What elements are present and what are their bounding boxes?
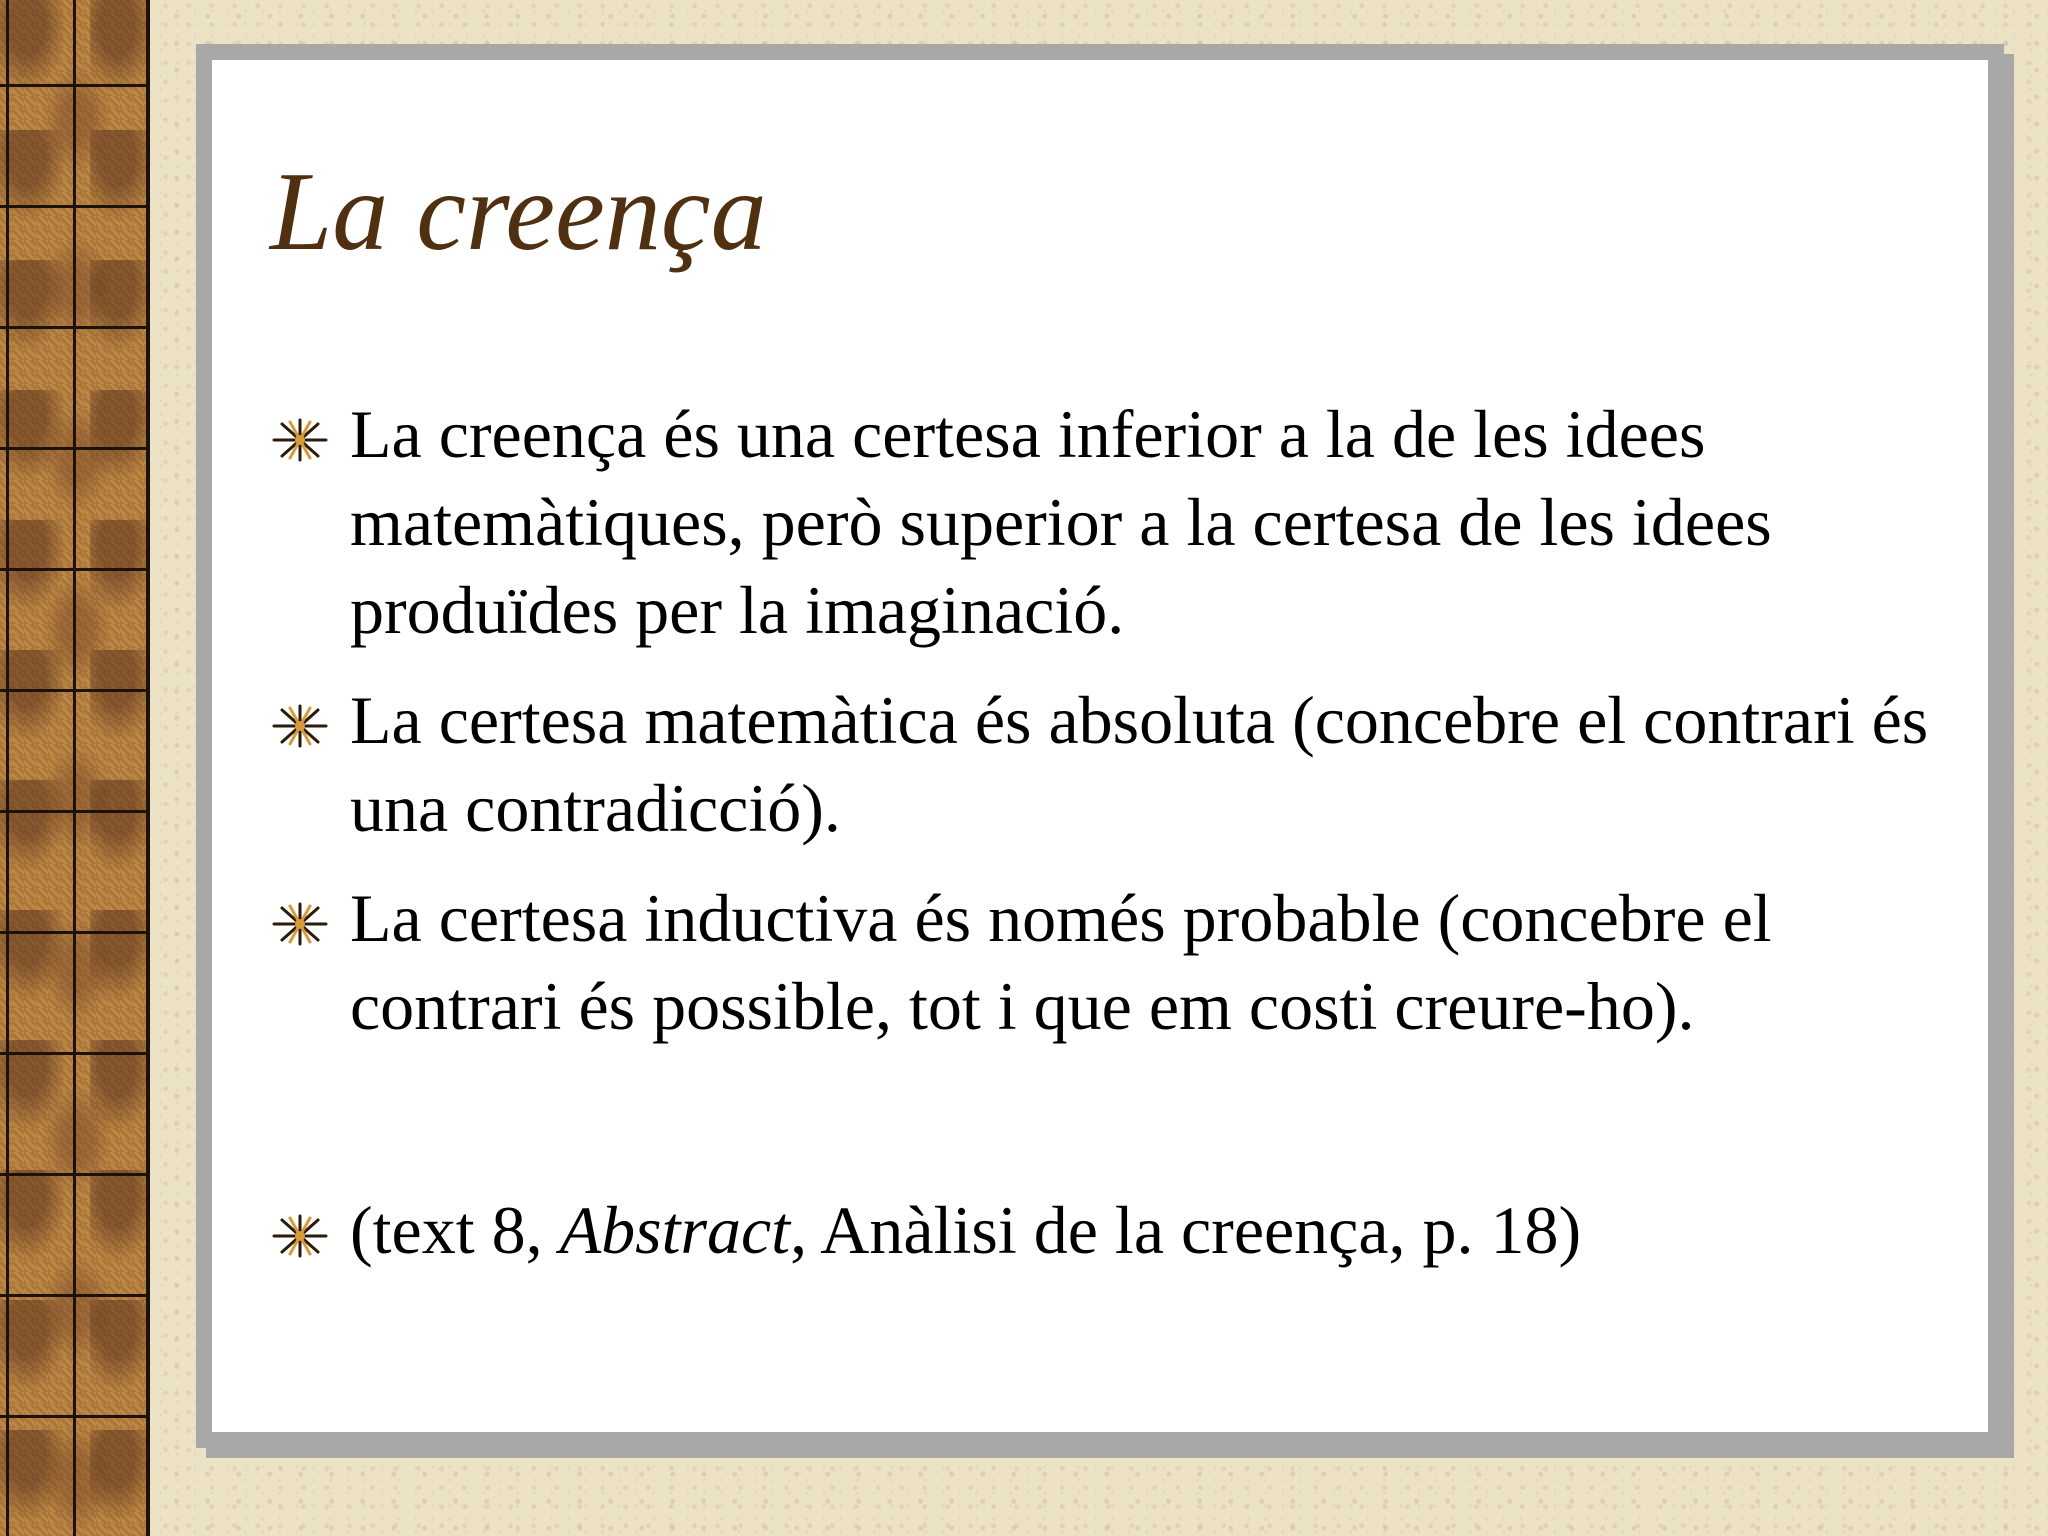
bullet-list — [270, 390, 1990, 1296]
citation-work-title: Abstract — [559, 1192, 791, 1268]
bullet-text: La creença és una certesa inferior a la de les idees matemàtiques, però superior a la certesa de les idees produïdes per la imaginació. — [350, 396, 1772, 648]
starburst-icon — [270, 704, 330, 748]
citation-suffix: , Anàlisi de la creença, p. 18) — [790, 1192, 1582, 1268]
decorative-side-strip — [0, 0, 150, 1536]
bullet-item — [270, 390, 1990, 654]
starburst-icon — [270, 902, 330, 946]
slide-title: La creença — [270, 150, 767, 274]
bullet-item — [270, 874, 1990, 1050]
bullet-text: La certesa inductiva és només probable (concebre el contrari és possible, tot i que em costi creure-ho). — [350, 880, 1772, 1044]
starburst-icon — [270, 1214, 330, 1258]
citation-prefix: (text 8, — [350, 1192, 560, 1268]
slide-panel — [196, 44, 2004, 1448]
citation-item — [270, 1186, 1990, 1274]
bullet-text: La certesa matemàtica és absoluta (concebre el contrari és una contradicció). — [350, 682, 1929, 846]
starburst-icon — [270, 418, 330, 462]
bullet-item — [270, 676, 1990, 852]
